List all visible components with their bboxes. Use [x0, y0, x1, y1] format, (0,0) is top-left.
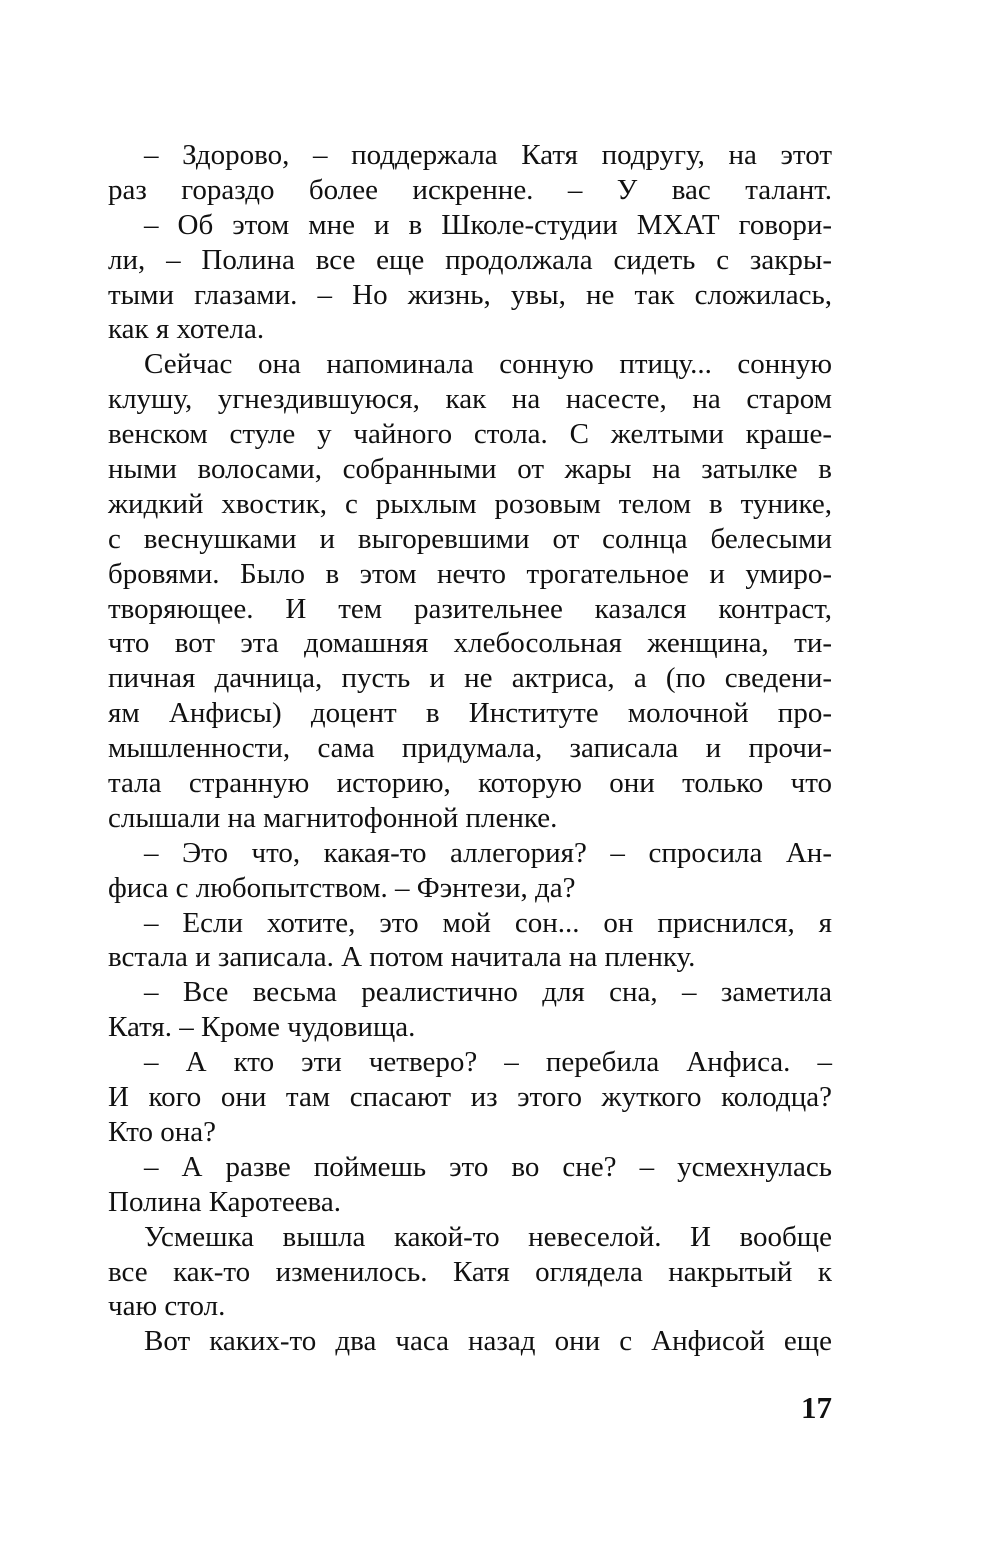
text-line: Катя. – Кроме чудовища.	[108, 1011, 416, 1044]
text-line: Кто она?	[108, 1115, 217, 1148]
text-line: бровями. Было в этом нечто трогательное и умиро-	[108, 557, 832, 590]
text-line: Сейчас она напоминала сонную птицу... сонную	[144, 348, 832, 381]
page-number: 17	[801, 1390, 832, 1425]
text-line: – Об этом мне и в Школе-студии МХАТ говори-	[144, 208, 832, 241]
text-line: – А кто эти четверо? – перебила Анфиса. –	[144, 1046, 832, 1079]
text-line: ям Анфисы) доцент в Институте молочной про-	[108, 697, 832, 730]
book-page-text	[108, 138, 832, 1498]
text-line: – А разве поймешь это во сне? – усмехнулась	[144, 1150, 832, 1183]
text-line: – Здорово, – поддержала Катя подругу, на этот	[144, 139, 832, 171]
text-line: – Это что, какая-то аллегория? – спросила Ан-	[144, 836, 832, 869]
text-line: тала странную историю, которую они только что	[108, 767, 832, 800]
text-line: мышленности, сама придумала, записала и прочи-	[108, 732, 832, 765]
text-line: клушу, угнездившуюся, как на насесте, на старом	[108, 383, 832, 416]
text-line: тыми глазами. – Но жизнь, увы, не так сложилась,	[108, 278, 832, 311]
text-line: встала и записала. А потом начитала на пленку.	[108, 941, 696, 974]
text-line: Усмешка вышла какой-то невеселой. И вообще	[144, 1220, 832, 1253]
text-line: с веснушками и выгоревшими от солнца белесыми	[108, 522, 832, 555]
text-line: чаю стол.	[108, 1290, 226, 1323]
text-line: И кого они там спасают из этого жуткого колодца?	[108, 1081, 832, 1114]
text-line: что вот эта домашняя хлебосольная женщина, ти-	[108, 627, 832, 660]
text-line: слышали на магнитофонной пленке.	[108, 801, 558, 834]
text-line: – Если хотите, это мой сон... он приснился, я	[144, 906, 832, 939]
text-line: как я хотела.	[108, 313, 265, 346]
text-line: Полина Каротеева.	[108, 1185, 341, 1218]
text-line: венском стуле у чайного стола. С желтыми краше-	[108, 418, 832, 451]
text-line: фиса с любопытством. – Фэнтези, да?	[108, 871, 576, 904]
text-line: – Все весьма реалистично для сна, – заметила	[144, 976, 832, 1009]
text-line: раз гораздо более искренне. – У вас талант.	[108, 173, 832, 206]
text-line: Вот каких-то два часа назад они с Анфисой еще	[144, 1325, 832, 1358]
text-line: ли, – Полина все еще продолжала сидеть с закры-	[108, 243, 832, 276]
text-line: ными волосами, собранными от жары на затылке в	[108, 453, 832, 486]
text-line: творяющее. И тем разительнее казался контраст,	[108, 592, 832, 625]
text-line: все как-то изменилось. Катя оглядела накрытый к	[108, 1255, 832, 1288]
text-line: жидкий хвостик, с рыхлым розовым телом в тунике,	[108, 487, 832, 520]
text-line: пичная дачница, пусть и не актриса, а (по сведени-	[108, 662, 832, 695]
